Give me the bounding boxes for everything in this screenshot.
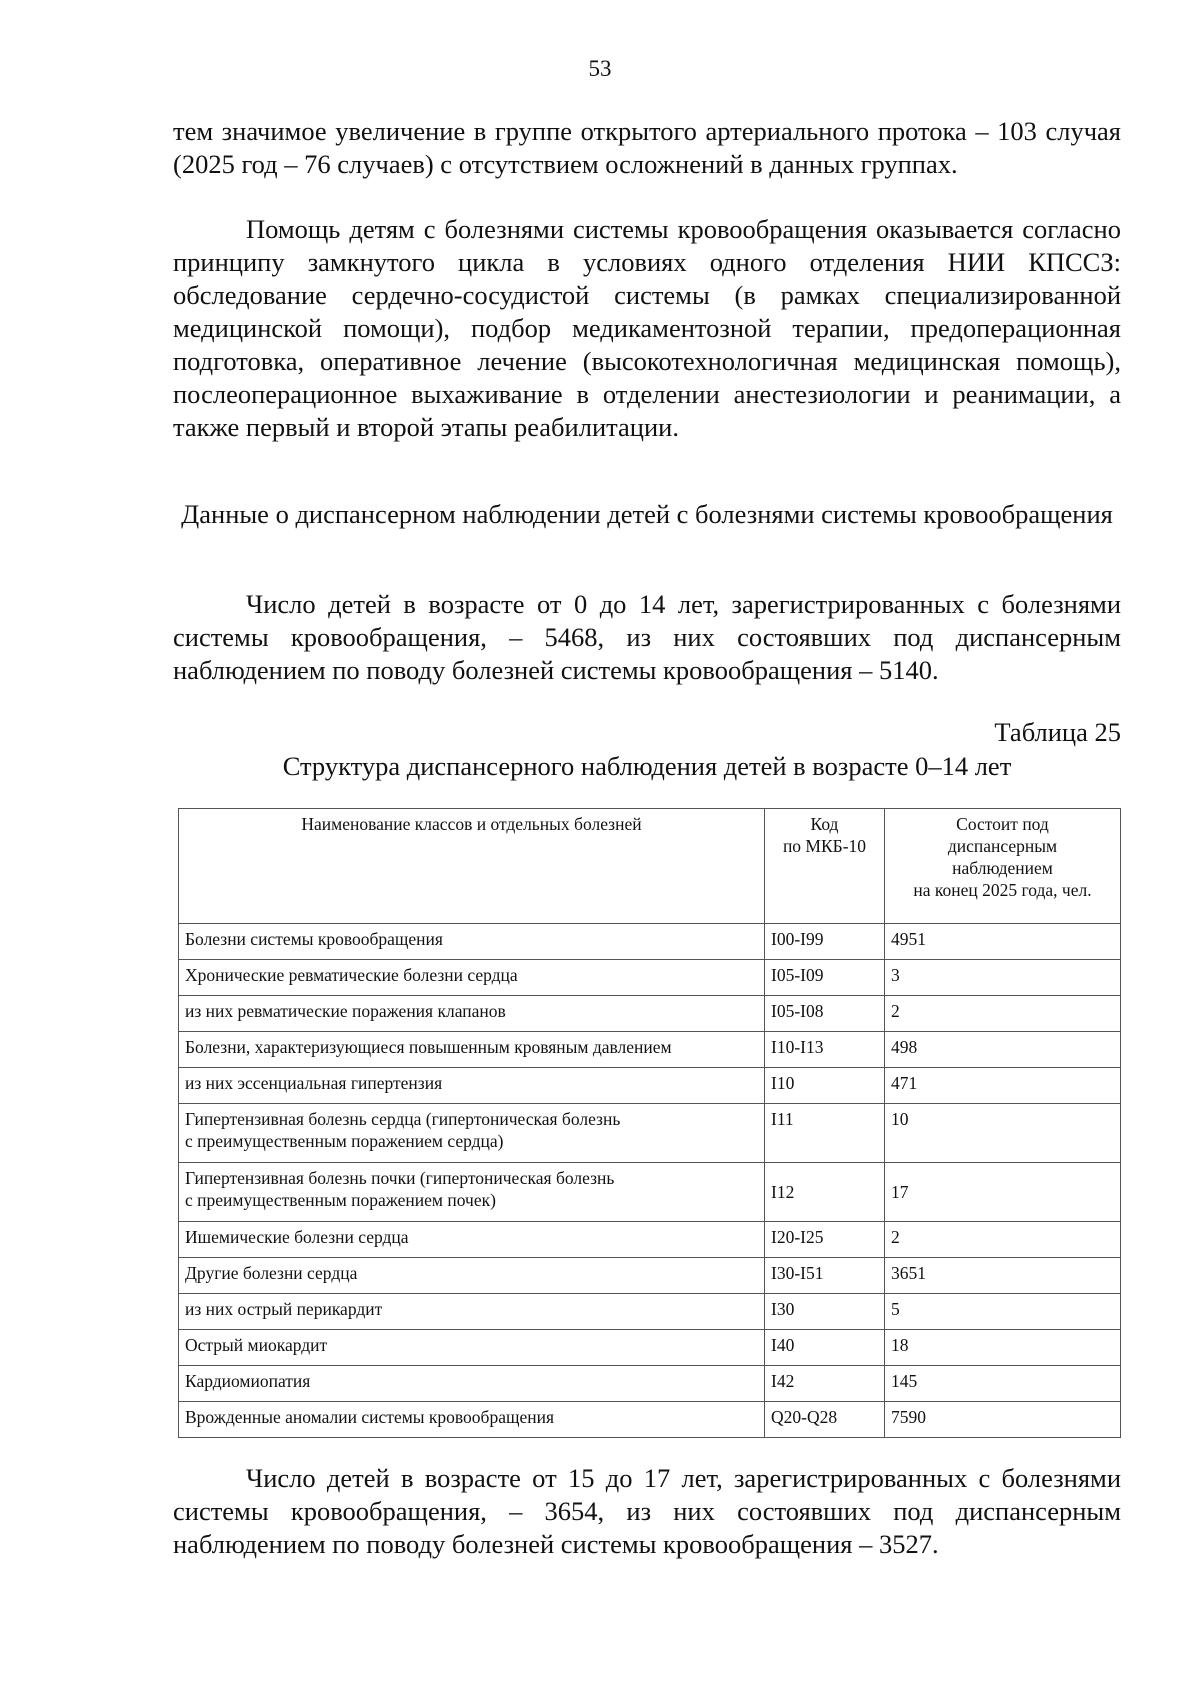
section-heading: Данные о диспансерном наблюдении детей с болезнями системы кровообращения — [181, 499, 1113, 529]
cell-name — [179, 1163, 765, 1222]
cell-name: Болезни, характеризующиеся повышенным кровяным давлением — [179, 1032, 765, 1068]
cell-count: 2 — [885, 1222, 1121, 1258]
paragraph-1: тем значимое увеличение в группе открытого артериального протока – 103 случая (2025 год – 76 случаев) с отсутствием осложнений в данных группах. — [173, 116, 1121, 179]
cell-code: I05-I08 — [765, 996, 885, 1032]
table-row — [179, 1330, 1121, 1366]
cell-code: I40 — [765, 1330, 885, 1366]
table-row — [179, 1104, 1121, 1163]
cell-count: 3651 — [885, 1258, 1121, 1294]
cell-name: Болезни системы кровообращения — [179, 924, 765, 960]
cell-count: 10 — [885, 1104, 1121, 1163]
cell-code: I11 — [765, 1104, 885, 1163]
cell-name: Другие болезни сердца — [179, 1258, 765, 1294]
cell-code: I10-I13 — [765, 1032, 885, 1068]
cell-count: 4951 — [885, 924, 1121, 960]
table-number: Таблица 25 — [994, 717, 1121, 747]
cell-count: 2 — [885, 996, 1121, 1032]
table-row — [179, 1258, 1121, 1294]
cell-name: Ишемические болезни сердца — [179, 1222, 765, 1258]
cell-count: 7590 — [885, 1402, 1121, 1438]
table-title: Структура диспансерного наблюдения детей в возрасте 0–14 лет — [282, 751, 1012, 781]
cell-name — [179, 1104, 765, 1163]
table-row — [179, 1294, 1121, 1330]
table-row — [179, 1366, 1121, 1402]
cell-code: I05-I09 — [765, 960, 885, 996]
cell-code: I12 — [765, 1163, 885, 1222]
table-row — [179, 1402, 1121, 1438]
cell-name: Врожденные аномалии системы кровообращения — [179, 1402, 765, 1438]
cell-name: из них ревматические поражения клапанов — [179, 996, 765, 1032]
header-count-line4: на конец 2025 года, чел. — [913, 880, 1092, 900]
header-count-line3: наблюдением — [952, 858, 1053, 878]
cell-name: из них эссенциальная гипертензия — [179, 1068, 765, 1104]
table-row — [179, 1163, 1121, 1222]
table-row — [179, 996, 1121, 1032]
cell-name-line1: Гипертензивная болезнь почки (гипертоническая болезнь — [185, 1168, 615, 1188]
table-row — [179, 1068, 1121, 1104]
cell-name-line2: с преимущественным поражением почек) — [185, 1190, 496, 1210]
cell-name: Острый миокардит — [179, 1330, 765, 1366]
cell-name: Хронические ревматические болезни сердца — [179, 960, 765, 996]
header-code-line1: Код — [810, 814, 839, 834]
cell-count: 17 — [885, 1163, 1121, 1222]
header-name: Наименование классов и отдельных болезней — [179, 809, 765, 924]
header-count-line2: диспансерным — [947, 836, 1058, 856]
cell-name-line2: с преимущественным поражением сердца) — [185, 1131, 504, 1151]
dispensary-table — [178, 808, 1121, 1438]
table-header-row — [179, 809, 1121, 924]
table-row-highlighted — [179, 1032, 1121, 1068]
cell-code: I20-I25 — [765, 1222, 885, 1258]
cell-code: I42 — [765, 1366, 885, 1402]
cell-count: 145 — [885, 1366, 1121, 1402]
cell-code: I10 — [765, 1068, 885, 1104]
cell-count: 5 — [885, 1294, 1121, 1330]
cell-code: I00-I99 — [765, 924, 885, 960]
cell-code: I30 — [765, 1294, 885, 1330]
cell-count: 498 — [885, 1032, 1121, 1068]
cell-code: Q20-Q28 — [765, 1402, 885, 1438]
table-row — [179, 960, 1121, 996]
paragraph-2: Помощь детям с болезнями системы кровообращения оказывается согласно принципу замкнутого цикла в условиях одного отделения НИИ КПССЗ: обследование сердечно-сосудистой системы (в рамках специализированной медицинской помощи), подбор медикаментозной терапии, предоперационная подготовка, оперативное лечение (высокотехнологичная медицинская помощь), послеоперационное выхаживание в отделении анестезиологии и реанимации, а также первый и второй этапы реабилитации. — [173, 214, 1121, 442]
cell-count: 471 — [885, 1068, 1121, 1104]
cell-name-line1: Гипертензивная болезнь сердца (гипертоническая болезнь — [185, 1109, 621, 1129]
paragraph-3: Число детей в возрасте от 0 до 14 лет, зарегистрированных с болезнями системы кровообращения, – 5468, из них состоявших под диспансерным наблюдением по поводу болезней системы кровообращения – 5140. — [173, 589, 1121, 685]
cell-code: I30-I51 — [765, 1258, 885, 1294]
cell-name: Кардиомиопатия — [179, 1366, 765, 1402]
header-count-line1: Состоит под — [956, 814, 1049, 834]
page-number: 53 — [588, 56, 612, 81]
header-code — [765, 809, 885, 924]
paragraph-4: Число детей в возрасте от 15 до 17 лет, зарегистрированных с болезнями системы кровообращения, – 3654, из них состоявших под диспансерным наблюдением по поводу болезней системы кровообращения – 3527. — [173, 1463, 1121, 1559]
header-count — [885, 809, 1121, 924]
cell-name: из них острый перикардит — [179, 1294, 765, 1330]
header-code-line2: по МКБ-10 — [782, 836, 867, 856]
cell-count: 18 — [885, 1330, 1121, 1366]
table-row — [179, 924, 1121, 960]
table-row — [179, 1222, 1121, 1258]
cell-count: 3 — [885, 960, 1121, 996]
